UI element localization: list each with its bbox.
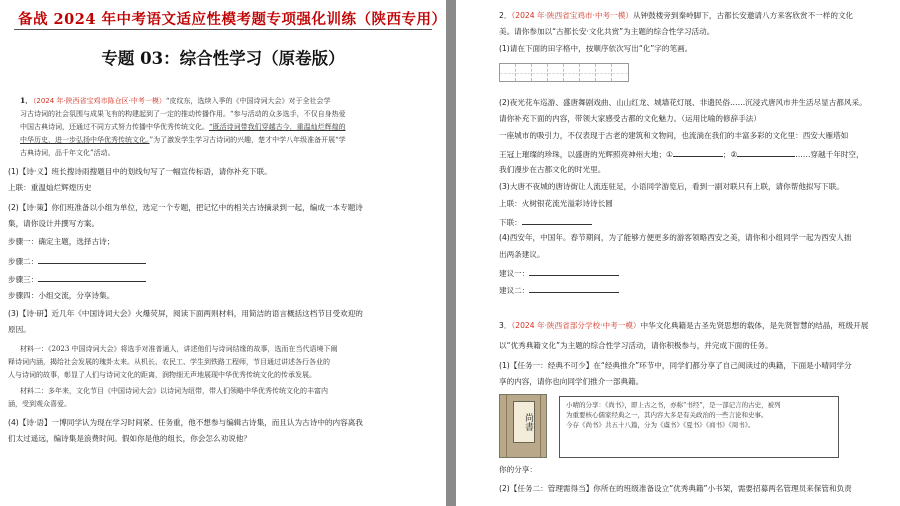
lower-couplet-blank[interactable] xyxy=(522,216,592,225)
q1-intro-line-5: 古典诗词，品千年文化”活动。 xyxy=(20,149,115,157)
grid-cell[interactable] xyxy=(548,64,564,81)
q1-intro-line-1: 1．（2024 年·陕西省宝鸡市陈仓区·中考一模）“皮纹东，选续入季的《中国诗词大会》对于全社会学 xyxy=(20,96,331,105)
q3-task2-line-1: (2)【任务二：管理需得当】你所在的班级准备设立“优秀典籍”小书架，需要招募两名管理员来保管和负责 xyxy=(499,484,852,493)
q2-part2-line-2: 请你补充下面的内容，带领大家感受古都的文化魅力。（运用比喻的修辞手法） xyxy=(499,114,761,123)
q2-part2-line-4: 王冠上璀璨的珍珠，以盛唐的光辉照亮神州大地；① ；② ……穿越千年时空， xyxy=(499,150,864,159)
q2-part2-line-5: 我们漫步在古都文化的时光里。 xyxy=(499,165,606,174)
suggestion-1: 建议一： xyxy=(499,267,619,279)
q2-intro-line-1: 2．（2024 年·陕西省宝鸡市·中考一模）从钟鼓楼旁到秦岭脚下，古都长安邀请八方来客欣赏不一样的文化 xyxy=(499,11,854,20)
q2-part2-line-3: 一座城市的吸引力，不仅表现于古老的建筑和文物间，也流淌在我们的丰富多彩的文化里：西安大雁塔如 xyxy=(499,131,849,140)
material-1-line-3: 人与诗词的故事，彰显了人们与诗词文化的距离，润物细无声地展现中华优秀传统文化的传承发展。 xyxy=(8,371,316,379)
grid-cell[interactable] xyxy=(596,64,612,81)
tianzige-grid[interactable] xyxy=(499,63,629,82)
q2-upper-couplet: 上联：火树银花流光溢彩诗诗长圆 xyxy=(499,199,613,208)
shangshu-book-image xyxy=(499,394,547,458)
q3-task1-line-2: 享的内容，请你也向同学们推介一部典籍。 xyxy=(499,377,644,386)
suggestion-2: 建议二： xyxy=(499,284,619,296)
document-page-right xyxy=(456,0,900,506)
q2-intro-line-2: 美。请你参加以“古都长安·文化共赏”为主题的综合性学习活动。 xyxy=(499,27,715,36)
suggestion-2-blank[interactable] xyxy=(529,284,619,293)
q1-part4-cont: 们太过遥远，编诗集是浪费时间。假如你是他的组长，你会怎么劝说他？ xyxy=(8,434,251,443)
q2-lower-couplet: 下联： xyxy=(499,216,592,228)
metaphor-blank-1[interactable] xyxy=(673,148,723,157)
underlined-sentence: “既活诗词带我们穿越古今，重温灿烂辉煌的 xyxy=(209,123,346,131)
material-2-line-2: 涵，受到观众喜爱。 xyxy=(8,400,71,408)
material-2-line-1: 材料二：多年来，文化节目《中国诗词大会》以诗词为纽带，带人们领略中华优秀传统文化的丰富内 xyxy=(20,387,328,395)
your-share-label: 你的分享： xyxy=(499,465,537,474)
step-2: 步骤二： xyxy=(8,255,146,267)
q1-intro-line-3: 中国古典诗词，还通过不同方式努力传播中华优秀传统文化。“既活诗词带我们穿越古今，重温灿烂辉煌的 xyxy=(20,123,346,131)
material-1-line-2: 释诗词内涵，揭给社会发展的瑰卦太来。从机长、农民工、学生到铁路工程师，节目通过讲述各行各业的 xyxy=(8,358,330,366)
step-3-answer-blank[interactable] xyxy=(38,273,146,282)
page-header: 备战 2024 年中考语文适应性模考题专项强化训练（陕西专用） xyxy=(18,11,446,28)
q2-part3-prompt: (3)大唐不夜城的唐诗街让人流连驻足，小语同学游览后，看到一副对联只有上联，请你帮他拟写下联。 xyxy=(499,182,844,191)
note-line-2: 为重要核心儒家经典之一，其内容大多是有关政治的一些言论和史事。 xyxy=(566,411,768,419)
q2-part4-line-2: 出两条建议。 xyxy=(499,250,545,259)
q2-part4-line-1: (4)西安年，中国年。春节期间，为了能够方便更多的游客领略西安之美，请你和小组同学一起为西安人拙 xyxy=(499,233,852,242)
header-divider xyxy=(14,29,432,30)
q1-part3-prompt: (3)【诗·研】近几年《中国诗词大会》火爆荧屏，阅读下面两则材料，用简洁的语言概括这档节目受欢迎的 xyxy=(8,309,363,318)
metaphor-blank-2[interactable] xyxy=(737,148,795,157)
q2-part1-prompt: (1)请在下面的田字格中，按顺序依次写出“化”字的笔画。 xyxy=(499,44,693,53)
grid-cell[interactable] xyxy=(612,64,628,81)
q1-part2-cont: 集，请你设计并撰写方案。 xyxy=(8,219,100,228)
step-3: 步骤三： xyxy=(8,273,146,285)
grid-cell[interactable] xyxy=(532,64,548,81)
page-title: 专题 03：综合性学习（原卷版） xyxy=(101,49,345,68)
material-1-line-1: 材料一：《2023 中国诗词大会》将选手对准普通人，讲述他们与诗词结缘的故事，选而在当代语境下阐 xyxy=(20,345,338,353)
q1-part2-prompt: (2)【诗·策】你们班准备以小组为单位，选定一个专题，把记忆中的相关古诗摘录到一起，编成一本专题诗 xyxy=(8,203,363,212)
grid-cell[interactable] xyxy=(500,64,516,81)
q1-part3-cont: 原因。 xyxy=(8,325,31,334)
q1-part4-prompt: (4)【诗·语】一博同学认为现在学习时间紧、任务重，他不想参与编辑古诗集，而且认为古诗中的内容离我 xyxy=(8,418,363,427)
q3-task1-line-1: (1)【任务一：经典不可少】在“经典推介”环节中，同学们都分享了自己阅读过的典籍，下面是小晴同学分 xyxy=(499,361,852,370)
q1-intro-line-2: 习古诗词的社会氛围与成果飞有的构建起到了一定的推动传播作用。“参与活动的众多选手，不仅自身热爱 xyxy=(20,110,346,118)
q1-intro-line-4: 中华历史，进一步弘扬中华优秀传统文化。”为了激发学生学习古诗词的兴趣，楚才中学八年级准备开展“学 xyxy=(20,136,346,144)
note-line-1: 小晴的分享：《尚书》，即上古之书，亦称“书经”，是一部记言的古史，被列 xyxy=(566,401,781,409)
q3-intro-line-2: 以“优秀典籍文化”为主题的综合性学习活动，请你积极参与，并完成下面的任务。 xyxy=(499,341,773,350)
suggestion-1-blank[interactable] xyxy=(529,267,619,276)
step-1: 步骤一：确定主题，选择古诗； xyxy=(8,237,115,246)
grid-cell[interactable] xyxy=(580,64,596,81)
step-4: 步骤四：小组交流，分享诗集。 xyxy=(8,291,115,300)
note-line-3: 今存《尚书》共五十八篇，分为《虞书》《夏书》《商书》《周书》。 xyxy=(566,421,755,429)
step-2-answer-blank[interactable] xyxy=(38,255,146,264)
q3-intro-line-1: 3．（2024 年·陕西省部分学校·中考一模）中华文化典籍是古圣先贤思想的载体，是先贤智慧的结晶，班级开展 xyxy=(499,321,869,330)
sharing-note-box xyxy=(559,396,839,458)
document-page-left xyxy=(0,0,446,506)
q1-upper-couplet: 上联：重温灿烂辉煌历史 xyxy=(8,183,92,192)
q1-part1-prompt: (1)【诗·义】班长搜诗雨搜题目中的划线句写了一幅宣传标语，请你补充下联。 xyxy=(8,167,272,176)
grid-cell[interactable] xyxy=(564,64,580,81)
q2-part2-line-1: (2)夜光花车巡游、盛唐舞剧戏曲、山山红龙、城墙花灯展、非遗民俗……沉浸式唐风市井生活尽显古都风采。 xyxy=(499,98,867,107)
grid-cell[interactable] xyxy=(516,64,532,81)
book-title: 尚書 xyxy=(513,401,535,443)
